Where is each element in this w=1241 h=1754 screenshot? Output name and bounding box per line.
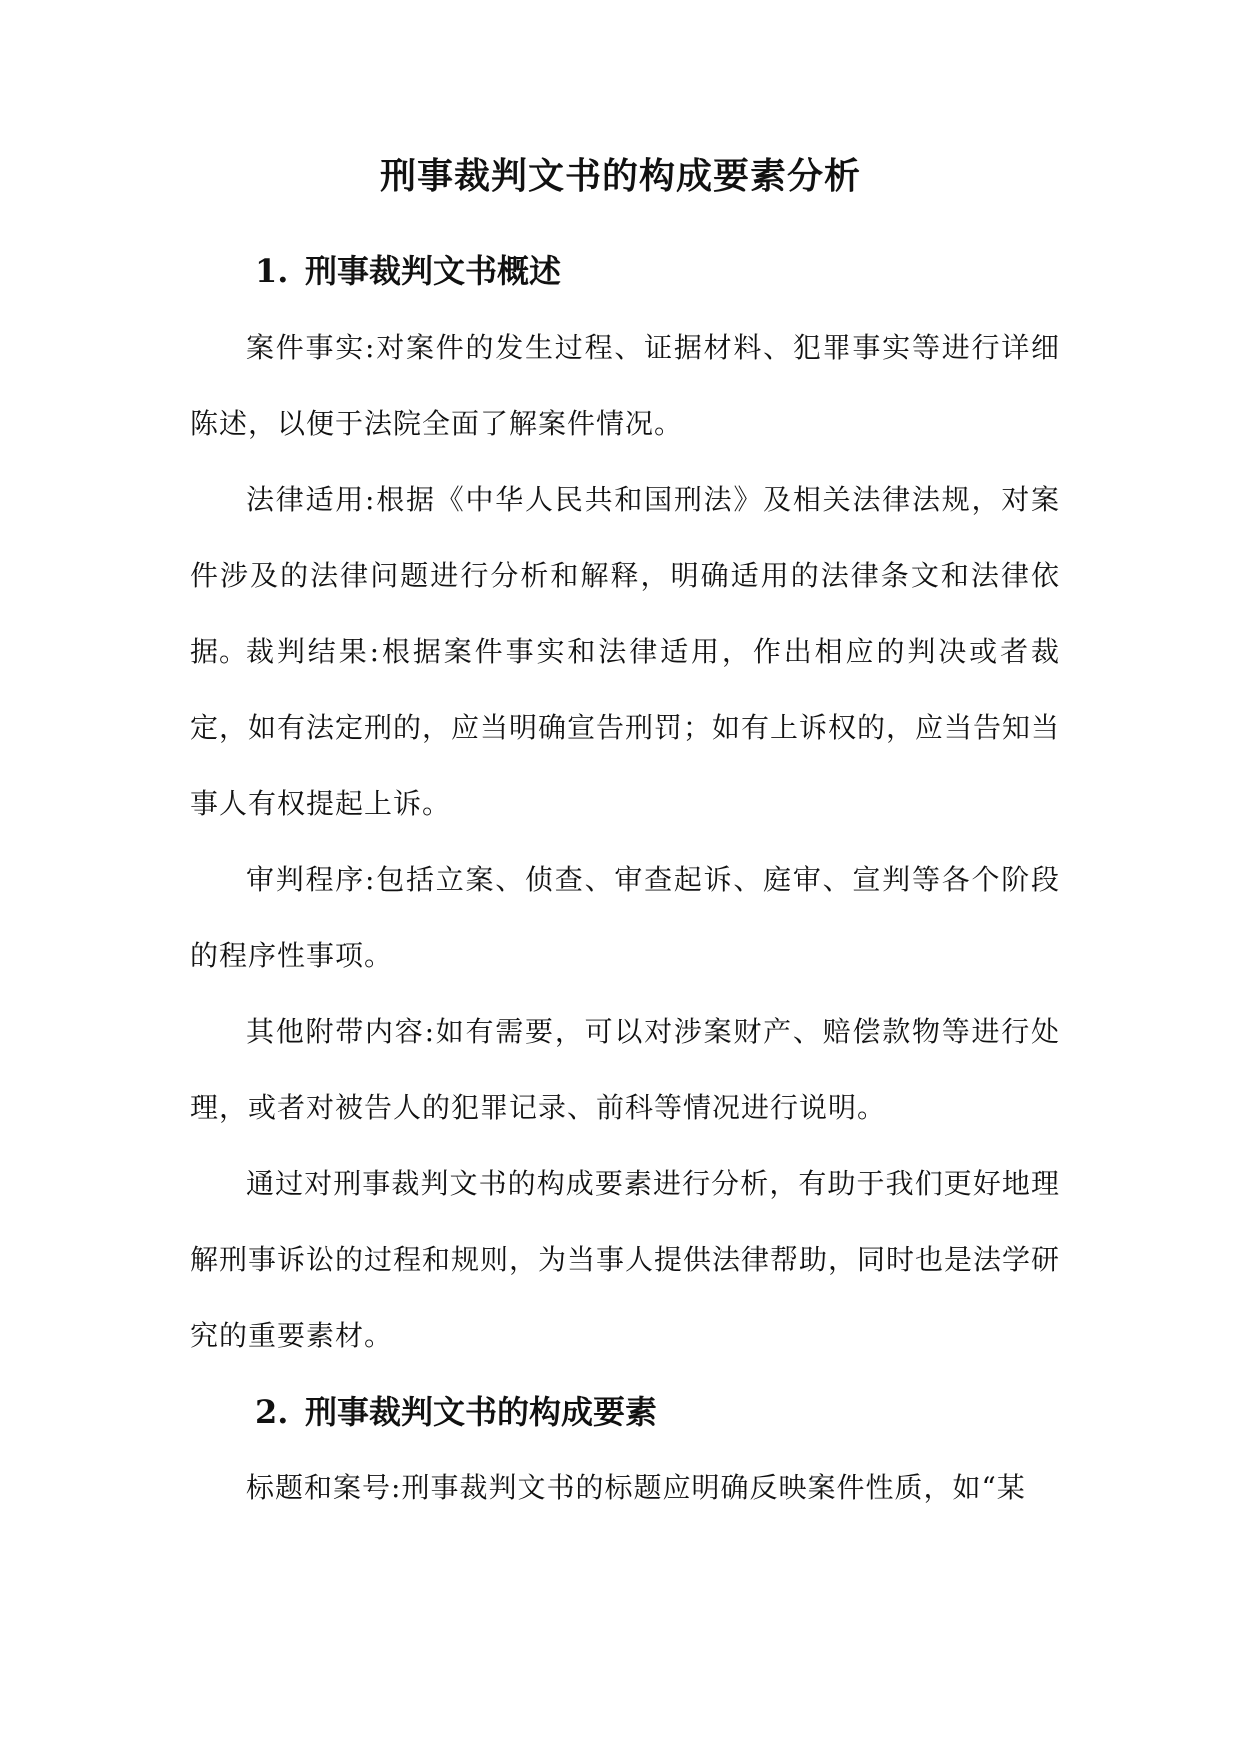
paragraph-term: 其他附带内容: xyxy=(246,1015,436,1048)
paragraph-title-and-case-number xyxy=(190,1450,1060,1526)
paragraph-judgment-result xyxy=(190,614,1060,842)
paragraph-term: 法律适用: xyxy=(246,483,376,516)
document-title: 刑事裁判文书的构成要素分析 xyxy=(379,155,861,197)
paragraph-text: 如有需要，可以对涉案财产、赔偿款物等进行处理，或者对被告人的犯罪记录、前科等情况进行说明。 xyxy=(190,1015,1060,1124)
paragraph-term: 标题和案号: xyxy=(246,1471,402,1504)
paragraph-text: 根据案件事实和法律适用，作出相应的判决或者裁定，如有法定刑的，应当明确宣告刑罚；如有上诉权的，应当告知当事人有权提起上诉。 xyxy=(190,635,1061,820)
section-heading-1 xyxy=(255,247,561,295)
paragraph-term: 裁判结果: xyxy=(246,635,381,668)
paragraph-text: 通过对刑事裁判文书的构成要素进行分析，有助于我们更好地理解刑事诉讼的过程和规则，为当事人提供法律帮助，同时也是法学研究的重要素材。 xyxy=(190,1167,1061,1352)
paragraph-term: 案件事实: xyxy=(246,331,376,364)
paragraph-other-content xyxy=(190,994,1060,1146)
section-heading-2 xyxy=(255,1388,657,1436)
paragraph-trial-procedure xyxy=(190,842,1060,994)
section-number: 1. xyxy=(255,252,289,290)
paragraph-text: 对案件的发生过程、证据材料、犯罪事实等进行详细陈述，以便于法院全面了解案件情况。 xyxy=(190,331,1060,440)
section-title: 刑事裁判文书的构成要素 xyxy=(305,1393,658,1431)
paragraph-text: 刑事裁判文书的标题应明确反映案件性质，如“某 xyxy=(401,1471,1026,1504)
section-number: 2. xyxy=(255,1393,289,1431)
paragraph-case-facts xyxy=(190,310,1060,462)
paragraph-summary xyxy=(190,1146,1060,1374)
paragraph-term: 审判程序: xyxy=(246,863,376,896)
paragraph-text: 包括立案、侦查、审查起诉、庭审、宣判等各个阶段的程序性事项。 xyxy=(190,863,1060,972)
section-title: 刑事裁判文书概述 xyxy=(305,252,562,290)
paragraph-text: 根据《中华人民共和国刑法》及相关法律法规，对案件涉及的法律问题进行分析和解释，明确适用的法律条文和法律依据。 xyxy=(190,483,1060,668)
